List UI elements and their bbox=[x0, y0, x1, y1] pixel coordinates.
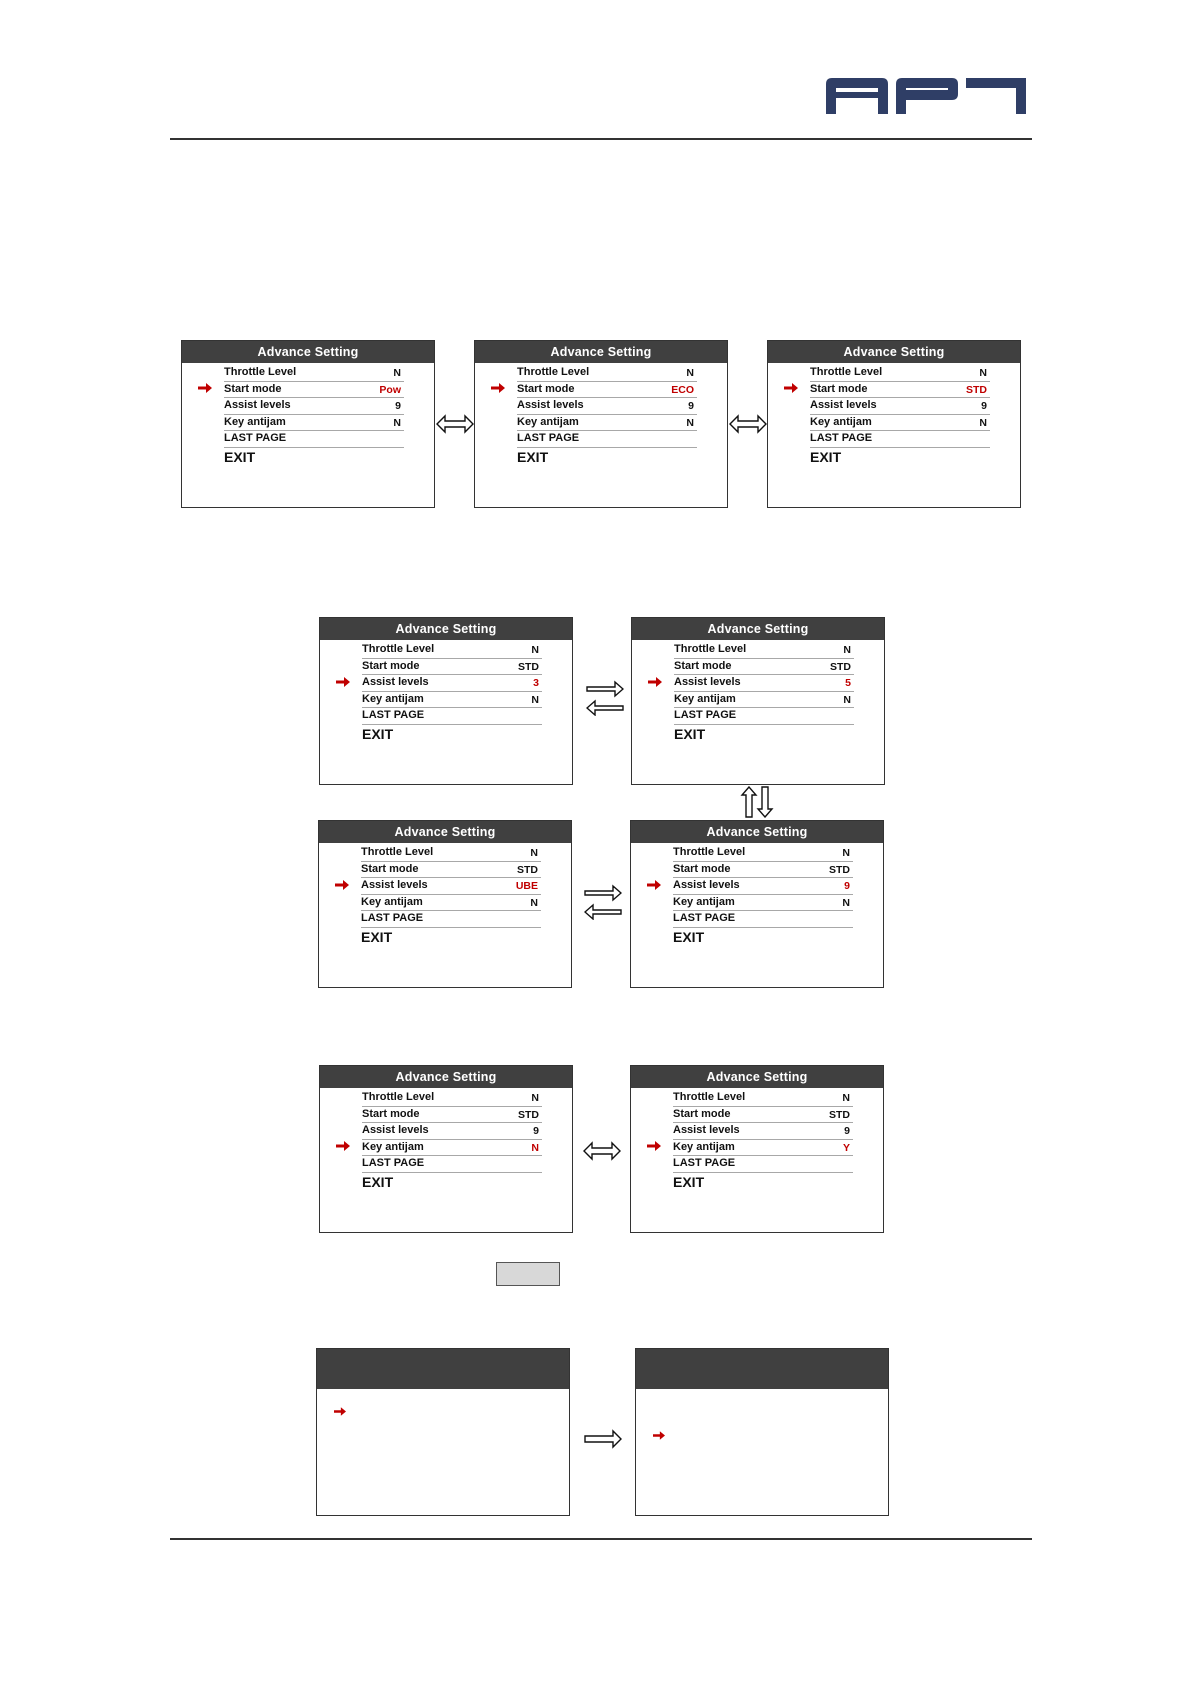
row-start-mode[interactable]: Start mode Pow bbox=[224, 382, 404, 399]
up-down-arrows-icon bbox=[740, 786, 774, 818]
row-start-mode: Start mode STD bbox=[673, 1107, 853, 1124]
panel-key-antijam-y bbox=[630, 1065, 884, 1233]
row-key-antijam: Key antijam N bbox=[362, 692, 542, 709]
right-arrow-icon bbox=[584, 1429, 622, 1449]
footer-rule bbox=[170, 1538, 1032, 1540]
panel-start-mode-pow bbox=[181, 340, 435, 508]
double-arrow-horizontal-icon bbox=[729, 414, 767, 434]
panel-start-mode-std bbox=[767, 340, 1021, 508]
row-assist-levels: Assist levels 9 bbox=[362, 1123, 542, 1140]
pointer-arrow-icon bbox=[653, 1431, 665, 1440]
row-throttle-level: Throttle Level N bbox=[673, 845, 853, 862]
panel-title: Advance Setting bbox=[320, 618, 572, 640]
row-assist-levels[interactable]: Assist levels UBE bbox=[361, 878, 541, 895]
row-assist-levels: Assist levels 9 bbox=[810, 398, 990, 415]
row-exit[interactable]: EXIT bbox=[674, 725, 706, 742]
row-key-antijam: Key antijam N bbox=[810, 415, 990, 432]
panel-title: Advance Setting bbox=[632, 618, 884, 640]
row-last-page[interactable]: LAST PAGE bbox=[361, 911, 541, 928]
row-throttle-level: Throttle Level N bbox=[674, 642, 854, 659]
row-last-page[interactable]: LAST PAGE bbox=[810, 431, 990, 448]
pointer-arrow-icon bbox=[335, 880, 349, 890]
panel-title: Advance Setting bbox=[320, 1066, 572, 1088]
panel-title: Advance Setting bbox=[475, 341, 727, 363]
panel-assist-levels-ube bbox=[318, 820, 572, 988]
pointer-arrow-icon bbox=[334, 1407, 346, 1416]
row-start-mode[interactable]: Start mode ECO bbox=[517, 382, 697, 399]
row-start-mode: Start mode STD bbox=[673, 862, 853, 879]
row-throttle-level: Throttle Level N bbox=[361, 845, 541, 862]
panel-assist-levels-5 bbox=[631, 617, 885, 785]
apt-logo-icon bbox=[826, 78, 1026, 114]
row-last-page[interactable]: LAST PAGE bbox=[673, 911, 853, 928]
panel-blank-right bbox=[635, 1348, 889, 1516]
row-key-antijam[interactable]: Key antijam N bbox=[362, 1140, 542, 1157]
row-key-antijam: Key antijam N bbox=[361, 895, 541, 912]
panel-title: Advance Setting bbox=[768, 341, 1020, 363]
row-exit[interactable]: EXIT bbox=[362, 1173, 394, 1190]
pointer-arrow-icon bbox=[491, 383, 505, 393]
row-exit[interactable]: EXIT bbox=[517, 448, 549, 465]
panel-title: Advance Setting bbox=[319, 821, 571, 843]
row-start-mode: Start mode STD bbox=[361, 862, 541, 879]
row-assist-levels: Assist levels 9 bbox=[673, 1123, 853, 1140]
row-throttle-level: Throttle Level N bbox=[810, 365, 990, 382]
panel-blank-left bbox=[316, 1348, 570, 1516]
row-start-mode: Start mode STD bbox=[362, 659, 542, 676]
row-exit[interactable]: EXIT bbox=[362, 725, 394, 742]
pointer-arrow-icon bbox=[647, 880, 661, 890]
row-throttle-level: Throttle Level N bbox=[362, 642, 542, 659]
row-key-antijam[interactable]: Key antijam Y bbox=[673, 1140, 853, 1157]
row-last-page[interactable]: LAST PAGE bbox=[362, 708, 542, 725]
pointer-arrow-icon bbox=[336, 677, 350, 687]
panel-title-bar bbox=[636, 1349, 888, 1389]
row-assist-levels: Assist levels 9 bbox=[517, 398, 697, 415]
row-last-page[interactable]: LAST PAGE bbox=[674, 708, 854, 725]
panel-title: Advance Setting bbox=[182, 341, 434, 363]
row-throttle-level: Throttle Level N bbox=[517, 365, 697, 382]
panel-key-antijam-n bbox=[319, 1065, 573, 1233]
right-left-arrows-icon bbox=[584, 884, 622, 920]
pointer-arrow-icon bbox=[784, 383, 798, 393]
row-start-mode: Start mode STD bbox=[362, 1107, 542, 1124]
row-start-mode[interactable]: Start mode STD bbox=[810, 382, 990, 399]
pointer-arrow-icon bbox=[198, 383, 212, 393]
row-exit[interactable]: EXIT bbox=[810, 448, 842, 465]
row-exit[interactable]: EXIT bbox=[224, 448, 256, 465]
grey-button[interactable] bbox=[496, 1262, 560, 1286]
double-arrow-horizontal-icon bbox=[583, 1141, 621, 1161]
row-exit[interactable]: EXIT bbox=[673, 928, 705, 945]
row-last-page[interactable]: LAST PAGE bbox=[362, 1156, 542, 1173]
panel-title: Advance Setting bbox=[631, 1066, 883, 1088]
row-last-page[interactable]: LAST PAGE bbox=[517, 431, 697, 448]
row-key-antijam: Key antijam N bbox=[224, 415, 404, 432]
pointer-arrow-icon bbox=[647, 1141, 661, 1151]
panel-assist-levels-3 bbox=[319, 617, 573, 785]
row-key-antijam: Key antijam N bbox=[673, 895, 853, 912]
row-assist-levels[interactable]: Assist levels 3 bbox=[362, 675, 542, 692]
double-arrow-horizontal-icon bbox=[436, 414, 474, 434]
panel-assist-levels-9 bbox=[630, 820, 884, 988]
row-assist-levels: Assist levels 9 bbox=[224, 398, 404, 415]
pointer-arrow-icon bbox=[336, 1141, 350, 1151]
row-exit[interactable]: EXIT bbox=[673, 1173, 705, 1190]
pointer-arrow-icon bbox=[648, 677, 662, 687]
row-assist-levels[interactable]: Assist levels 9 bbox=[673, 878, 853, 895]
row-throttle-level: Throttle Level N bbox=[224, 365, 404, 382]
row-assist-levels[interactable]: Assist levels 5 bbox=[674, 675, 854, 692]
row-throttle-level: Throttle Level N bbox=[673, 1090, 853, 1107]
row-exit[interactable]: EXIT bbox=[361, 928, 393, 945]
row-throttle-level: Throttle Level N bbox=[362, 1090, 542, 1107]
header-rule bbox=[170, 138, 1032, 140]
row-key-antijam: Key antijam N bbox=[517, 415, 697, 432]
right-left-arrows-icon bbox=[586, 680, 624, 716]
row-key-antijam: Key antijam N bbox=[674, 692, 854, 709]
panel-title: Advance Setting bbox=[631, 821, 883, 843]
row-last-page[interactable]: LAST PAGE bbox=[224, 431, 404, 448]
row-last-page[interactable]: LAST PAGE bbox=[673, 1156, 853, 1173]
row-start-mode: Start mode STD bbox=[674, 659, 854, 676]
panel-title-bar bbox=[317, 1349, 569, 1389]
panel-start-mode-eco bbox=[474, 340, 728, 508]
